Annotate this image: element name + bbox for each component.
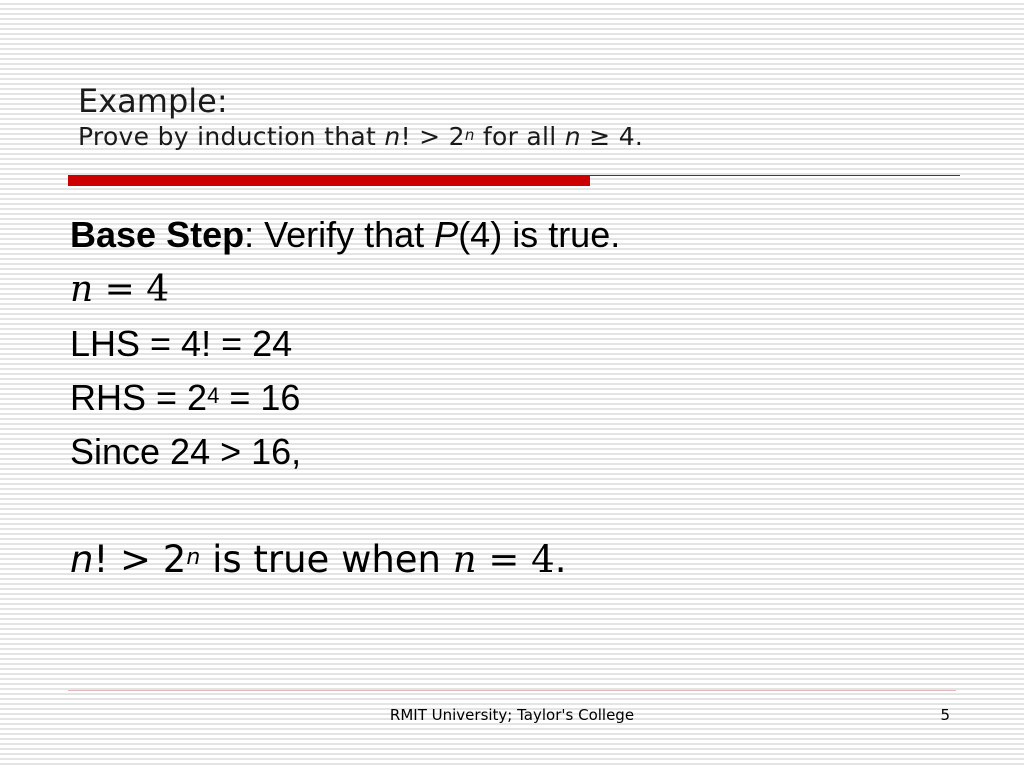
subtitle-n: n [384, 122, 401, 151]
slide-title [78, 82, 643, 154]
rhs-prefix: RHS = 2 [70, 377, 208, 418]
conclusion-period: . [554, 538, 567, 581]
subtitle-mid: for all [474, 122, 565, 151]
title-rule-thick [68, 175, 590, 186]
conclusion-mid: is true when [200, 538, 453, 581]
conclusion-n: n [70, 538, 94, 581]
conclusion-line [70, 533, 620, 587]
subtitle-exponent: n [464, 126, 475, 144]
title-subtitle [78, 120, 643, 154]
spacer [70, 479, 620, 533]
base-step-text-b: (4) is true. [458, 214, 621, 255]
since-line: Since 24 > 16, [70, 431, 302, 472]
footer-rule [68, 690, 956, 691]
n-variable: n [70, 269, 94, 310]
lhs-line: LHS = 4! = 24 [70, 323, 293, 364]
conclusion-factorial: ! > 2 [93, 538, 187, 581]
footer-text: RMIT University; Taylor's College [389, 706, 635, 724]
base-step-text-a: : Verify that [244, 214, 435, 255]
slide-body [70, 208, 620, 587]
subtitle-prefix: Prove by induction that [78, 122, 385, 151]
title-heading: Example: [78, 82, 228, 120]
subtitle-n2: n [564, 122, 581, 151]
rhs-line [70, 371, 620, 425]
n-equals-value: = 4 [93, 269, 170, 310]
title-rule-thin [590, 175, 960, 176]
conclusion-var: n [452, 538, 477, 581]
rhs-exponent: 4 [207, 383, 220, 408]
base-step-line [70, 208, 620, 262]
conclusion-eq: = 4 [476, 538, 555, 581]
conclusion-exponent: n [186, 545, 201, 570]
base-step-label: Base Step [70, 214, 245, 255]
rhs-suffix: = 16 [219, 377, 301, 418]
n-equals-line [70, 262, 620, 317]
base-step-p: P [434, 214, 459, 255]
subtitle-suffix: ≥ 4. [580, 122, 644, 151]
subtitle-factorial: ! > 2 [400, 122, 465, 151]
page-number: 5 [940, 706, 950, 724]
